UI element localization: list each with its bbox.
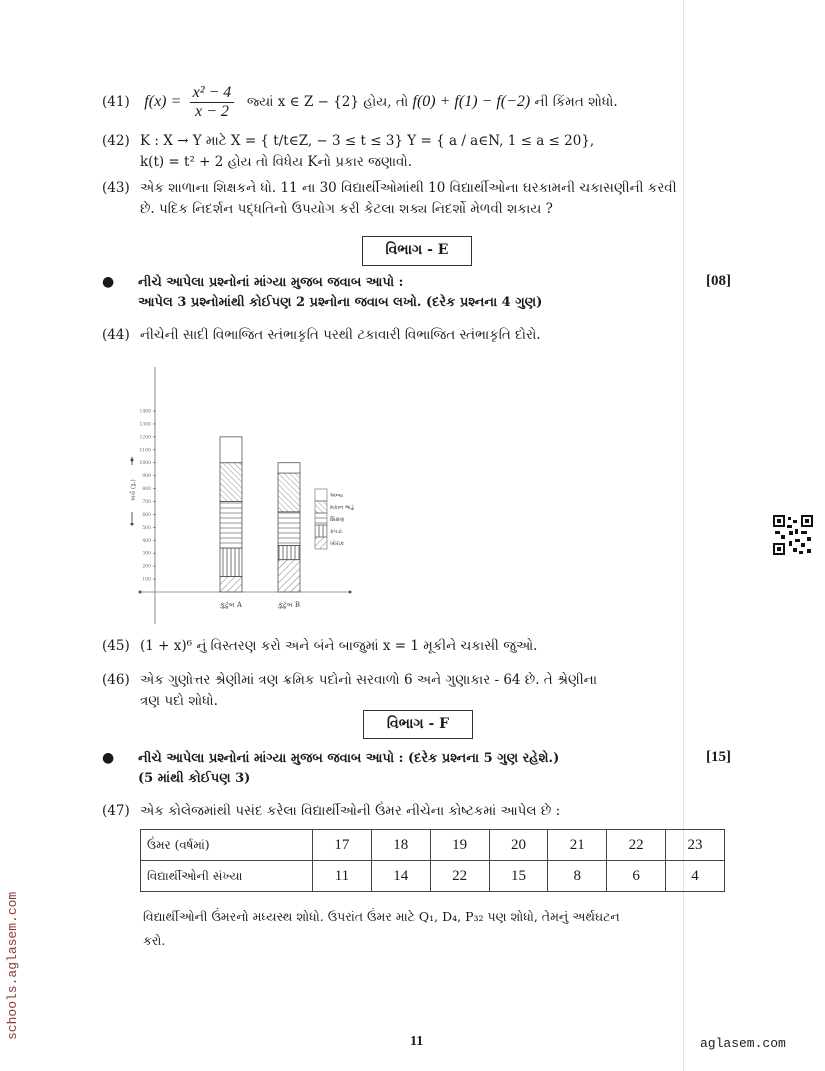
- question-text: નીચેની સાદી વિભાજિત સ્તંભાકૃતિ પરથી ટકાવારી વિભાજિત સ્તંભાકૃતિ દોરો.: [140, 327, 541, 343]
- legend-label: કપડાં: [330, 529, 342, 535]
- instruction-text: આપેલ 3 પ્રશ્નોમાંથી કોઈપણ 2 પ્રશ્નોના જવાબ લખો. (દરેક પ્રશ્નના 4 ગુણ): [138, 295, 543, 310]
- question-text: એક કોલેજમાંથી પસંદ કરેલા વિદ્યાર્થીઓની ઉંમર નીચેના કોષ્ટકમાં આપેલ છે :: [140, 803, 561, 819]
- bullet-icon: ●: [102, 274, 115, 290]
- section-f-instructions: [102, 748, 559, 789]
- table-cell: 15: [489, 861, 548, 892]
- question-text: કરો.: [143, 933, 166, 948]
- question-text: જ્યાં x ∈ Z − {2} હોય, તો: [246, 94, 409, 110]
- legend-swatch: [315, 489, 327, 501]
- table-cell: 17: [313, 830, 372, 861]
- question-42: [102, 131, 594, 173]
- question-text: એક ગુણોત્તર શ્રેણીમાં ત્રણ ક્રમિક પદોનો સરવાળો 6 અને ગુણાકાર - 64 છે. તે શ્રેણીના: [140, 672, 598, 688]
- question-number: (41): [102, 94, 130, 110]
- y-tick-label: 600: [142, 512, 151, 518]
- section-e-marks: [08]: [706, 273, 731, 289]
- question-text: ની કિંમત શોધો.: [534, 94, 618, 110]
- question-text: (1 + x)⁶ નું વિસ્તરણ કરો અને બંને બાજુમાં x = 1 મૂકીને ચકાસી જુઓ.: [140, 638, 538, 654]
- question-number: (45): [102, 638, 130, 654]
- section-e-instructions: [102, 272, 542, 313]
- table-cell: 6: [607, 861, 666, 892]
- math-expression: f(0) + f(1) − f(−2): [412, 93, 531, 110]
- fraction-denominator: x − 2: [194, 103, 229, 120]
- legend-label: અન્ય: [330, 493, 344, 499]
- legend-label: ખોરાક: [330, 541, 344, 547]
- y-tick-label: 100: [142, 577, 151, 583]
- table-row-header: ઉંમર (વર્ષમાં): [141, 830, 313, 861]
- chart-svg: [110, 362, 400, 627]
- table-row: [141, 861, 725, 892]
- section-f-marks: [15]: [706, 749, 731, 765]
- question-45: [102, 636, 537, 657]
- question-number: (44): [102, 327, 130, 343]
- instruction-text: નીચે આપેલા પ્રશ્નોનાં માંગ્યા મુજબ જવાબ આપો : (દરેક પ્રશ્નના 5 ગુણ રહેશે.): [138, 751, 560, 766]
- legend-swatch: [315, 501, 327, 513]
- y-tick-label: 500: [142, 525, 151, 531]
- function-lhs: f(x) =: [144, 93, 182, 110]
- age-frequency-table: [140, 829, 725, 892]
- question-text: છે. પદિક નિદર્શન પદ્ધતિનો ઉપયોગ કરી કેટલા શક્ય નિદર્શો મેળવી શકાય ?: [140, 201, 553, 217]
- y-tick-label: 1000: [139, 461, 151, 467]
- question-text: ત્રણ પદો શોધો.: [140, 693, 218, 709]
- y-tick-label: 800: [142, 487, 151, 493]
- fraction-numerator: x² − 4: [190, 84, 235, 103]
- question-47-task: [143, 905, 733, 953]
- table-cell: 14: [371, 861, 430, 892]
- y-tick-label: 900: [142, 474, 151, 480]
- y-tick-label: 1100: [139, 448, 151, 454]
- qr-code: [773, 515, 813, 555]
- table-cell: 21: [548, 830, 607, 861]
- table-cell: 22: [607, 830, 666, 861]
- question-number: (46): [102, 672, 130, 688]
- section-e-heading: વિભાગ - E: [362, 236, 472, 266]
- y-tick-label: 200: [142, 564, 151, 570]
- table-row: [141, 830, 725, 861]
- bar-segment: [278, 512, 300, 546]
- x-labels: [219, 601, 300, 609]
- y-ticks: [140, 409, 156, 583]
- y-tick-label: 700: [142, 500, 151, 505]
- bar-segment: [278, 560, 300, 592]
- question-number: (42): [102, 133, 130, 149]
- instruction-text: (5 માંથી કોઈપણ 3): [138, 771, 251, 786]
- watermark-bottom: aglasem.com: [700, 1036, 786, 1051]
- x-tick-label: કુટુંબ B: [277, 601, 301, 609]
- fraction: [190, 84, 235, 121]
- bar-segment: [220, 548, 242, 576]
- question-number: (47): [102, 803, 130, 819]
- stacked-bar-chart: [110, 362, 400, 627]
- question-text: એક શાળાના શિક્ષકને ધો. 11 ના 30 વિદ્યાર્થીઓમાંથી 10 વિદ્યાર્થીઓના ઘરકામની ચકાસણીની કરવી: [140, 180, 677, 196]
- legend-label: શિક્ષણ: [330, 517, 345, 523]
- table-cell: 19: [430, 830, 489, 861]
- y-tick-label: 1200: [139, 435, 151, 441]
- question-text: K : X → Y માટે X = { t/t∈Z, − 3 ≤ t ≤ 3} Y = { a / a∈N, 1 ≤ a ≤ 20},: [140, 133, 595, 149]
- bar-segment: [278, 473, 300, 512]
- table-cell: 20: [489, 830, 548, 861]
- section-f-heading: વિભાગ - F: [363, 710, 473, 739]
- table-cell: 11: [313, 861, 372, 892]
- question-46: [102, 670, 597, 712]
- question-41: [102, 84, 618, 121]
- legend-swatch: [315, 525, 327, 537]
- legend-swatch: [315, 537, 327, 549]
- table-cell: 22: [430, 861, 489, 892]
- y-tick-label: 1300: [139, 422, 151, 428]
- legend: [315, 489, 354, 549]
- page-number: 11: [410, 1034, 424, 1049]
- bar-segment: [220, 463, 242, 502]
- question-44: [102, 325, 541, 346]
- table-row-header: વિદ્યાર્થીઓની સંખ્યા: [141, 861, 313, 892]
- y-tick-label: 1400: [139, 409, 151, 415]
- watermark-side: schools.aglasem.com: [5, 891, 20, 1040]
- legend-label: મકાન ભાડું: [330, 505, 354, 511]
- question-text: k(t) = t² + 2 હોય તો વિધેય Kનો પ્રકાર જણાવો.: [140, 154, 413, 170]
- svg-text:ખર્ચ (રૂ.): ખર્ચ (રૂ.): [130, 479, 137, 501]
- table-cell: 8: [548, 861, 607, 892]
- y-tick-label: 300: [142, 551, 151, 557]
- table-cell: 18: [371, 830, 430, 861]
- question-text: વિદ્યાર્થીઓની ઉંમરનો મધ્યસ્થ શોધો. ઉપરાંત ઉંમર માટે Q₁, D₄, P₃₂ પણ શોધો, તેમનું અર્થઘટન: [143, 909, 620, 924]
- legend-swatch: [315, 513, 327, 525]
- instruction-text: નીચે આપેલા પ્રશ્નોનાં માંગ્યા મુજબ જવાબ આપો :: [138, 275, 404, 290]
- bullet-icon: ●: [102, 750, 115, 766]
- x-tick-label: કુટુંબ A: [220, 601, 242, 609]
- table-cell: 23: [666, 830, 725, 861]
- y-tick-label: 400: [142, 538, 151, 544]
- question-47: [102, 801, 560, 822]
- bar-segment: [220, 437, 242, 463]
- bar-segment: [278, 463, 300, 473]
- question-43: [102, 178, 677, 220]
- bar-segment: [220, 576, 242, 592]
- question-number: (43): [102, 180, 130, 196]
- table-cell: 4: [666, 861, 725, 892]
- bar-segment: [220, 502, 242, 549]
- bars: [220, 437, 300, 592]
- bar-segment: [278, 545, 300, 559]
